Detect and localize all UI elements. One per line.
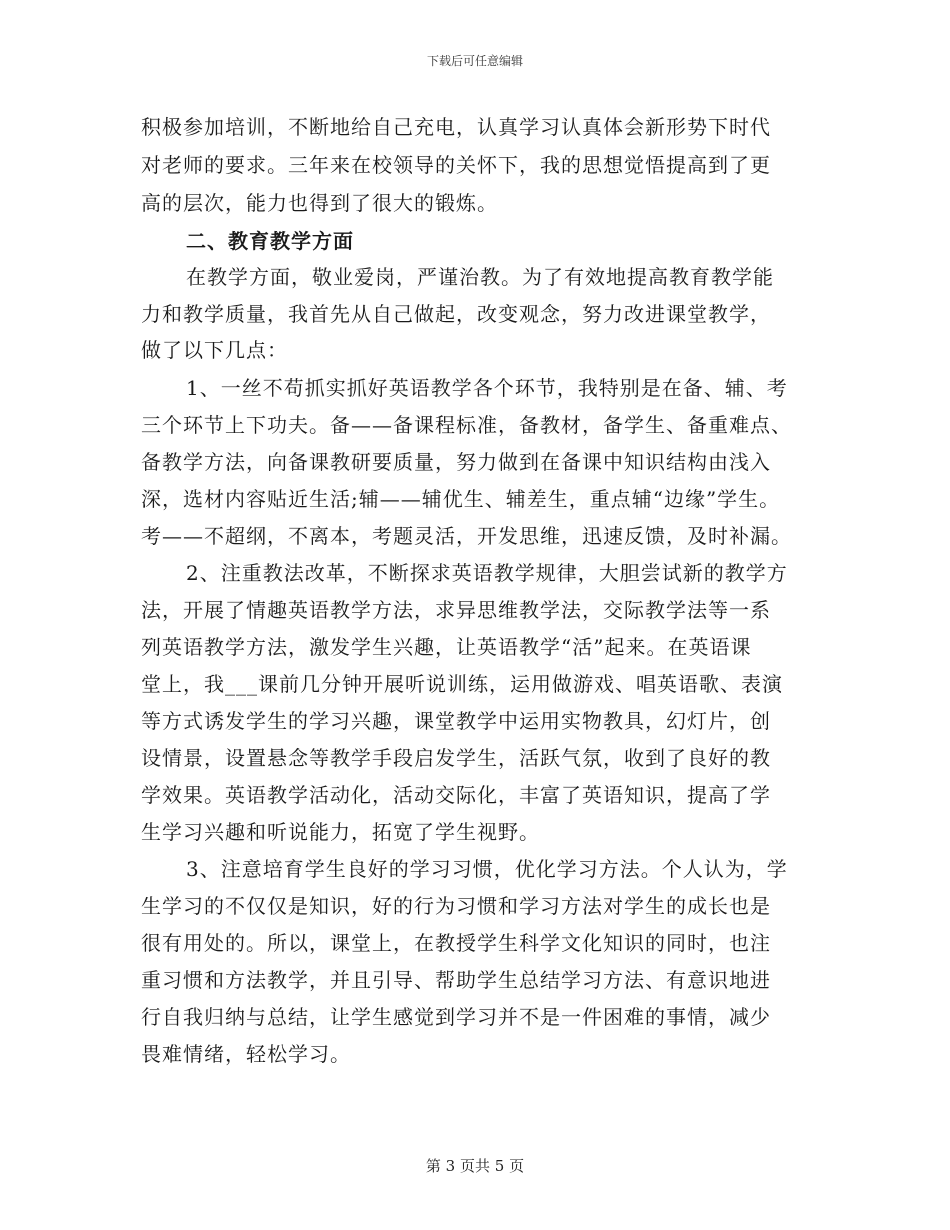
- paragraph-line: 力和教学质量，我首先从自己做起，改变观念，努力改进课堂教学，: [141, 302, 771, 326]
- section-heading: 二、教育教学方面: [186, 229, 354, 253]
- paragraph-line: 深，选材内容贴近生活;辅——辅优生、辅差生，重点辅“边缘”学生。: [141, 487, 781, 511]
- paragraph-line: 生学习的不仅仅是知识，好的行为习惯和学习方法对学生的成长也是: [141, 894, 771, 918]
- paragraph-line: 积极参加培训，不断地给自己充电，认真学习认真体会新形势下时代: [141, 115, 771, 139]
- paragraph-line: 生学习兴趣和听说能力，拓宽了学生视野。: [141, 820, 540, 844]
- paragraph-line: 三个环节上下功夫。备——备课程标准，备教材，备学生、备重难点、: [141, 413, 792, 437]
- paragraph-line: 等方式诱发学生的学习兴趣，课堂教学中运用实物教具，幻灯片，创: [141, 709, 771, 733]
- paragraph-line: 法，开展了情趣英语教学方法，求异思维教学法，交际教学法等一系: [141, 598, 771, 622]
- paragraph-line: 备教学方法，向备课教研要质量，努力做到在备课中知识结构由浅入: [141, 450, 771, 474]
- page-header: 下载后可任意编辑: [426, 54, 523, 68]
- paragraph-line: 高的层次，能力也得到了很大的锻炼。: [141, 191, 498, 215]
- paragraph-line: 学效果。英语教学活动化，活动交际化，丰富了英语知识，提高了学: [141, 783, 771, 807]
- paragraph-line: 畏难情绪，轻松学习。: [141, 1042, 351, 1066]
- paragraph-line: 行自我归纳与总结，让学生感觉到学习并不是一件困难的事情，减少: [141, 1005, 771, 1029]
- paragraph-line: 做了以下几点：: [141, 338, 288, 362]
- paragraph-line: 考——不超纲，不离本，考题灵活，开发思维，迅速反馈，及时补漏。: [141, 524, 792, 548]
- paragraph-line: 1、一丝不苟抓实抓好英语教学各个环节，我特别是在备、辅、考: [186, 376, 788, 400]
- paragraph-line: 重习惯和方法教学，并且引导、帮助学生总结学习方法、有意识地进: [141, 968, 771, 992]
- paragraph-line: 列英语教学方法，激发学生兴趣，让英语教学“活”起来。在英语课: [141, 635, 752, 659]
- paragraph-line: 设情景，设置悬念等教学手段启发学生，活跃气氛，收到了良好的教: [141, 746, 771, 770]
- paragraph-line: 很有用处的。所以，课堂上，在教授学生科学文化知识的同时，也注: [141, 931, 771, 955]
- paragraph-line: 在教学方面，敬业爱岗，严谨治教。为了有效地提高教育教学能: [186, 265, 774, 289]
- paragraph-line: 对老师的要求。三年来在校领导的关怀下，我的思想觉悟提高到了更: [141, 153, 771, 177]
- page-number: 第 3 页共 5 页: [425, 1157, 525, 1175]
- paragraph-line: 3、注意培育学生良好的学习习惯，优化学习方法。个人认为，学: [186, 857, 788, 881]
- paragraph-line: 2、注重教法改革，不断探求英语教学规律，大胆尝试新的教学方: [186, 561, 788, 585]
- paragraph-line: 堂上，我___课前几分钟开展听说训练，运用做游戏、唱英语歌、表演: [141, 672, 783, 696]
